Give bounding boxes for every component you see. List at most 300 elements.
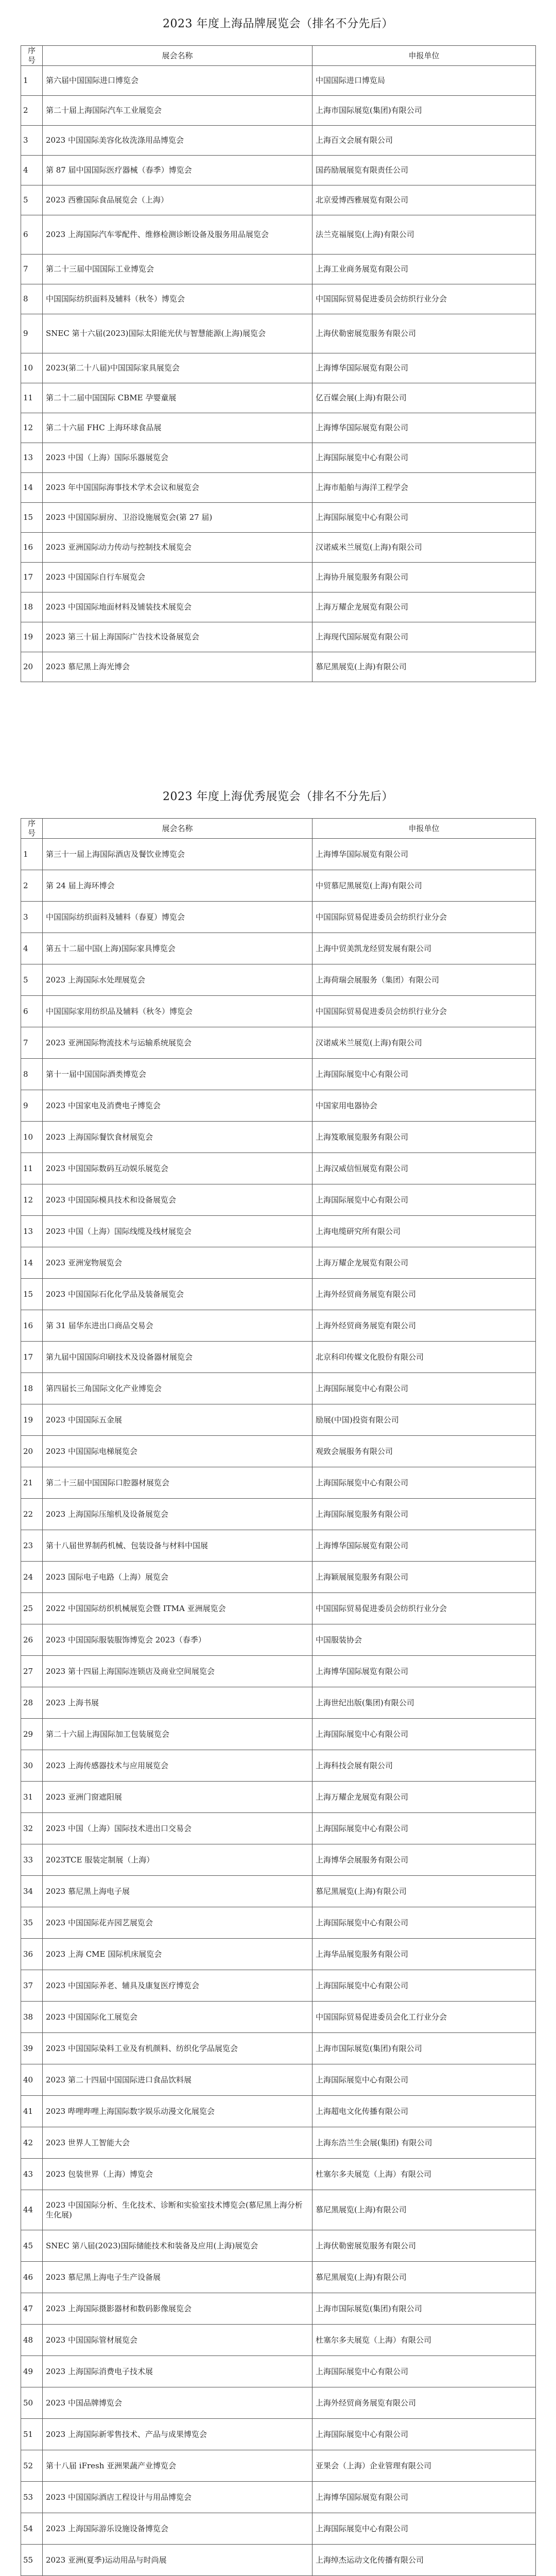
organizer-name: 上海博华国际展览有限公司 [312, 1656, 536, 1687]
brand-exhibitions-section [0, 0, 556, 682]
table-row [21, 996, 536, 1027]
organizer-name: 上海国际展览中心有限公司 [312, 2513, 536, 2545]
table-row [21, 1153, 536, 1184]
exhibition-name: 2023 上海国际新零售技术、产品与成果博览会 [43, 2419, 312, 2450]
table-header-row [21, 46, 536, 66]
organizer-name: 上海协升展览服务有限公司 [312, 563, 536, 592]
table-row [21, 1813, 536, 1844]
table-row [21, 2190, 536, 2230]
organizer-name: 上海外经贸商务展览有限公司 [312, 1279, 536, 1310]
row-number: 14 [21, 1247, 43, 1279]
exhibition-name: 2023 哔哩哔哩上海国际数字娱乐动漫文化展览会 [43, 2096, 312, 2127]
organizer-name: 上海市国际展览(集团)有限公司 [312, 2033, 536, 2064]
row-number: 28 [21, 1687, 43, 1719]
organizer-name: 上海博华国际展览有限公司 [312, 413, 536, 443]
exhibition-name: 2023 中国国际电梯展览会 [43, 1436, 312, 1467]
organizer-name: 国药励展展览有限责任公司 [312, 156, 536, 185]
row-number: 11 [21, 383, 43, 413]
exhibition-name: 第二十六届上海国际加工包装展览会 [43, 1719, 312, 1750]
exhibition-name: 第六届中国国际进口博览会 [43, 66, 312, 96]
row-number: 13 [21, 443, 43, 473]
row-number: 48 [21, 2325, 43, 2356]
organizer-name: 上海国际展览中心有限公司 [312, 1970, 536, 2002]
row-number: 39 [21, 2033, 43, 2064]
exhibition-name: 2023 中国国际石化化学品及装备展览会 [43, 1279, 312, 1310]
exhibition-name: 第五十二届中国(上海)国际家具博览会 [43, 933, 312, 964]
exhibition-name: 2023(第二十八届)中国国际家具展览会 [43, 353, 312, 383]
table-row [21, 1090, 536, 1122]
exhibition-name: 第十八届世界制药机械、包装设备与材料中国展 [43, 1530, 312, 1562]
organizer-name: 上海东浩兰生会展(集团) 有限公司 [312, 2127, 536, 2159]
table-row [21, 2293, 536, 2325]
row-number: 50 [21, 2387, 43, 2419]
exhibition-name: 2023 中国国际染料工业及有机颜料、纺织化学品展览会 [43, 2033, 312, 2064]
organizer-name: 上海博华国际展览有限公司 [312, 2482, 536, 2513]
row-number: 19 [21, 1404, 43, 1436]
exhibition-name: 中国国际家用纺织品及辅料（秋冬）博览会 [43, 996, 312, 1027]
row-number: 4 [21, 156, 43, 185]
row-number: 37 [21, 1970, 43, 2002]
table-row [21, 314, 536, 353]
exhibition-name: 中国国际纺织面料及辅料（秋冬）博览会 [43, 284, 312, 314]
row-number: 43 [21, 2159, 43, 2190]
table-row [21, 1310, 536, 1342]
exhibition-name: 2023 中国（上海）国际线缆及线材展览会 [43, 1216, 312, 1247]
row-number: 40 [21, 2064, 43, 2096]
row-number: 2 [21, 870, 43, 902]
organizer-name: 观致会展服务有限公司 [312, 1436, 536, 1467]
organizer-name: 上海工业商务展览有限公司 [312, 255, 536, 284]
exhibition-name: 2023 中国（上海）国际技术进出口交易会 [43, 1813, 312, 1844]
exhibition-name: 第十八届 iFresh 亚洲果蔬产业博览会 [43, 2450, 312, 2482]
row-number: 42 [21, 2127, 43, 2159]
table-row [21, 1939, 536, 1970]
table-row [21, 1687, 536, 1719]
exhibition-name: 2023 慕尼黑上海光博会 [43, 652, 312, 682]
exhibition-name: 2023 第十四届上海国际连锁店及商业空间展览会 [43, 1656, 312, 1687]
exhibition-name: 2023 中国国际数码互动娱乐展览会 [43, 1153, 312, 1184]
exhibition-name: 2023TCE 服装定制展（上海） [43, 1844, 312, 1876]
organizer-name: 汉诺威米兰展览(上海)有限公司 [312, 533, 536, 563]
organizer-name: 慕尼黑展览(上海)有限公司 [312, 652, 536, 682]
exhibition-name: 2023 亚洲宠物展览会 [43, 1247, 312, 1279]
organizer-name: 上海外经贸商务展览有限公司 [312, 1310, 536, 1342]
exhibition-name: 2023 第二十四届中国国际进口食品饮料展 [43, 2064, 312, 2096]
exhibition-name: 2023 亚洲(夏季)运动用品与时尚展 [43, 2545, 312, 2576]
row-number: 3 [21, 126, 43, 156]
table-row [21, 1970, 536, 2002]
row-number: 3 [21, 902, 43, 933]
row-number: 55 [21, 2545, 43, 2576]
exhibition-name: 2023 上海国际餐饮食材展览会 [43, 1122, 312, 1153]
row-number: 2 [21, 96, 43, 126]
table-row [21, 185, 536, 215]
table-row [21, 2450, 536, 2482]
row-number: 8 [21, 284, 43, 314]
table-row [21, 1907, 536, 1939]
table-row [21, 1467, 536, 1499]
exhibition-name: 第二十二届中国国际 CBME 孕婴童展 [43, 383, 312, 413]
exhibition-name: 2023 亚洲门窗遮阳展 [43, 1782, 312, 1813]
table-row [21, 622, 536, 652]
exhibition-name: 第 31 届华东进出口商品交易会 [43, 1310, 312, 1342]
table-row [21, 2545, 536, 2576]
row-number: 36 [21, 1939, 43, 1970]
row-number: 15 [21, 1279, 43, 1310]
table-row [21, 2033, 536, 2064]
row-number: 38 [21, 2002, 43, 2033]
row-number: 33 [21, 1844, 43, 1876]
exhibition-name: 2023 中国品牌博览会 [43, 2387, 312, 2419]
organizer-name: 中国国际贸易促进委员会化工行业分会 [312, 2002, 536, 2033]
organizer-name: 中贸慕尼黑展览(上海)有限公司 [312, 870, 536, 902]
table-row [21, 1593, 536, 1624]
row-number: 26 [21, 1624, 43, 1656]
table-row [21, 1184, 536, 1216]
table-row [21, 2262, 536, 2293]
table-row [21, 1279, 536, 1310]
organizer-name: 上海世纪出版(集团)有限公司 [312, 1687, 536, 1719]
row-number: 6 [21, 215, 43, 255]
organizer-name: 中国家用电器协会 [312, 1090, 536, 1122]
organizer-name: 上海国际展览中心有限公司 [312, 1813, 536, 1844]
organizer-name: 中国国际贸易促进委员会纺织行业分会 [312, 902, 536, 933]
table-row [21, 933, 536, 964]
row-number: 35 [21, 1907, 43, 1939]
table-row [21, 353, 536, 383]
exhibition-name: 2023 中国国际地面材料及铺装技术展览会 [43, 592, 312, 622]
exhibition-name: 第 87 届中国国际医疗器械（春季）博览会 [43, 156, 312, 185]
organizer-name: 中国国际贸易促进委员会纺织行业分会 [312, 996, 536, 1027]
organizer-name: 上海市船舶与海洋工程学会 [312, 473, 536, 503]
exhibition-name: 第四届长三角国际文化产业博览会 [43, 1373, 312, 1404]
table-row [21, 1122, 536, 1153]
row-number: 53 [21, 2482, 43, 2513]
table-row [21, 2096, 536, 2127]
row-number: 44 [21, 2190, 43, 2230]
organizer-name: 上海国际展览中心有限公司 [312, 1373, 536, 1404]
organizer-name: 上海外经贸商务展览有限公司 [312, 2387, 536, 2419]
exhibition-name: 第 24 届上海环博会 [43, 870, 312, 902]
exhibition-name: 2023 中国（上海）国际乐器展览会 [43, 443, 312, 473]
organizer-name: 上海市国际展览(集团)有限公司 [312, 96, 536, 126]
table-row [21, 870, 536, 902]
row-number: 16 [21, 1310, 43, 1342]
row-number: 23 [21, 1530, 43, 1562]
exhibition-name: 第九届中国国际印刷技术及设备器材展览会 [43, 1342, 312, 1373]
row-number: 13 [21, 1216, 43, 1247]
exhibition-name: 2023 亚洲国际动力传动与控制技术展览会 [43, 533, 312, 563]
exhibition-name: 2023 中国国际自行车展览会 [43, 563, 312, 592]
table-row [21, 284, 536, 314]
table-row [21, 2002, 536, 2033]
organizer-name: 上海笈歌展览服务有限公司 [312, 1122, 536, 1153]
organizer-name: 上海国际展览服务有限公司 [312, 1499, 536, 1530]
table-row [21, 2064, 536, 2096]
organizer-name: 亚果会（上海）企业管理有限公司 [312, 2450, 536, 2482]
exhibition-name: 2023 包装世界（上海）博览会 [43, 2159, 312, 2190]
exhibition-name: 2023 上海国际压缩机及设备展览会 [43, 1499, 312, 1530]
row-number: 22 [21, 1499, 43, 1530]
organizer-name: 上海电缆研究所有限公司 [312, 1216, 536, 1247]
exhibition-name: 2022 中国国际纺织机械展览会暨 ITMA 亚洲展览会 [43, 1593, 312, 1624]
table-row [21, 964, 536, 996]
table-row [21, 66, 536, 96]
table-row [21, 902, 536, 933]
row-number: 12 [21, 1184, 43, 1216]
table-row [21, 383, 536, 413]
brand-exhibitions-table [21, 45, 536, 682]
table-row [21, 1059, 536, 1090]
header-no: 序号 [21, 46, 43, 66]
table-row [21, 126, 536, 156]
row-number: 1 [21, 839, 43, 870]
organizer-name: 法兰克福展览(上海)有限公司 [312, 215, 536, 255]
row-number: 21 [21, 1467, 43, 1499]
organizer-name: 中国国际贸易促进委员会纺织行业分会 [312, 284, 536, 314]
exhibition-name: 2023 西雅国际食品展览会（上海） [43, 185, 312, 215]
table-row [21, 2419, 536, 2450]
row-number: 5 [21, 964, 43, 996]
row-number: 4 [21, 933, 43, 964]
row-number: 9 [21, 1090, 43, 1122]
row-number: 25 [21, 1593, 43, 1624]
table-row [21, 1530, 536, 1562]
organizer-name: 上海国际展览中心有限公司 [312, 1059, 536, 1090]
organizer-name: 上海荷瑞会展服务（集团）有限公司 [312, 964, 536, 996]
table-row [21, 1342, 536, 1373]
row-number: 27 [21, 1656, 43, 1687]
excellent-exhibitions-section [0, 773, 556, 2576]
organizer-name: 中国国际贸易促进委员会纺织行业分会 [312, 1593, 536, 1624]
table-row [21, 1719, 536, 1750]
row-number: 52 [21, 2450, 43, 2482]
row-number: 18 [21, 592, 43, 622]
row-number: 17 [21, 1342, 43, 1373]
table-row [21, 156, 536, 185]
organizer-name: 上海国际展览中心有限公司 [312, 2356, 536, 2387]
exhibition-name: 2023 上海 CME 国际机床展览会 [43, 1939, 312, 1970]
exhibition-name: 2023 上海国际摄影器材和数码影像展览会 [43, 2293, 312, 2325]
organizer-name: 亿百媒会展(上海)有限公司 [312, 383, 536, 413]
exhibition-name: 2023 中国国际分析、生化技术、诊断和实验室技术博览会(慕尼黑上海分析生化展) [43, 2190, 312, 2230]
table-row [21, 1373, 536, 1404]
table-row [21, 2159, 536, 2190]
organizer-name: 上海博华会展服务有限公司 [312, 1844, 536, 1876]
organizer-name: 励展(中国)投资有限公司 [312, 1404, 536, 1436]
organizer-name: 上海国际展览中心有限公司 [312, 1907, 536, 1939]
organizer-name: 上海博华国际展览有限公司 [312, 353, 536, 383]
exhibition-name: 2023 上海传感器技术与应用展览会 [43, 1750, 312, 1782]
organizer-name: 上海绰杰运动文化传播有限公司 [312, 2545, 536, 2576]
organizer-name: 上海中贸美凯龙经贸发展有限公司 [312, 933, 536, 964]
row-number: 12 [21, 413, 43, 443]
table-body [21, 66, 536, 682]
organizer-name: 上海万耀企龙展览有限公司 [312, 1782, 536, 1813]
row-number: 29 [21, 1719, 43, 1750]
row-number: 1 [21, 66, 43, 96]
table-row [21, 2356, 536, 2387]
table-row [21, 2325, 536, 2356]
exhibition-name: 2023 慕尼黑上海电子展 [43, 1876, 312, 1907]
organizer-name: 中国国际进口博览局 [312, 66, 536, 96]
table-row [21, 1844, 536, 1876]
exhibition-name: 2023 中国国际化工展览会 [43, 2002, 312, 2033]
exhibition-name: 2023 第三十届上海国际广告技术设备展览会 [43, 622, 312, 652]
organizer-name: 汉诺威米兰展览(上海)有限公司 [312, 1027, 536, 1059]
header-org: 申报单位 [312, 46, 536, 66]
row-number: 11 [21, 1153, 43, 1184]
row-number: 16 [21, 533, 43, 563]
organizer-name: 上海科技会展有限公司 [312, 1750, 536, 1782]
exhibition-name: 第十一届中国国际酒类博览会 [43, 1059, 312, 1090]
row-number: 51 [21, 2419, 43, 2450]
organizer-name: 上海国际展览中心有限公司 [312, 2419, 536, 2450]
row-number: 7 [21, 255, 43, 284]
exhibition-name: 2023 上海国际消费电子技术展 [43, 2356, 312, 2387]
exhibition-name: 第三十一届上海国际酒店及餐饮业博览会 [43, 839, 312, 870]
table-row [21, 2230, 536, 2262]
exhibition-name: 2023 年中国国际海事技术学术会议和展览会 [43, 473, 312, 503]
exhibition-name: 2023 上海国际水处理展览会 [43, 964, 312, 996]
row-number: 6 [21, 996, 43, 1027]
exhibition-name: 2023 中国国际厨房、卫浴设施展览会(第 27 届) [43, 503, 312, 533]
organizer-name: 上海超电文化传播有限公司 [312, 2096, 536, 2127]
table-row [21, 1216, 536, 1247]
organizer-name: 上海国际展览中心有限公司 [312, 1467, 536, 1499]
row-number: 45 [21, 2230, 43, 2262]
organizer-name: 中国服装协会 [312, 1624, 536, 1656]
row-number: 20 [21, 652, 43, 682]
table-row [21, 413, 536, 443]
organizer-name: 上海颖展展览服务有限公司 [312, 1562, 536, 1593]
table-row [21, 2482, 536, 2513]
exhibition-name: 2023 中国国际五金展 [43, 1404, 312, 1436]
table-body [21, 839, 536, 2576]
table-row [21, 96, 536, 126]
table-row [21, 1436, 536, 1467]
organizer-name: 上海国际展览中心有限公司 [312, 443, 536, 473]
exhibition-name: 2023 慕尼黑上海电子生产设备展 [43, 2262, 312, 2293]
table-row [21, 255, 536, 284]
organizer-name: 上海现代国际展览有限公司 [312, 622, 536, 652]
exhibition-name: 2023 中国国际管材展览会 [43, 2325, 312, 2356]
table-row [21, 2127, 536, 2159]
organizer-name: 上海伏勒密展览服务有限公司 [312, 2230, 536, 2262]
header-org: 申报单位 [312, 819, 536, 839]
exhibition-name: 2023 上海书展 [43, 1687, 312, 1719]
table-row [21, 2513, 536, 2545]
table-row [21, 563, 536, 592]
table-row [21, 1404, 536, 1436]
organizer-name: 上海国际展览中心有限公司 [312, 503, 536, 533]
organizer-name: 慕尼黑展览(上海)有限公司 [312, 1876, 536, 1907]
organizer-name: 杜塞尔多夫展览（上海）有限公司 [312, 2325, 536, 2356]
row-number: 14 [21, 473, 43, 503]
row-number: 47 [21, 2293, 43, 2325]
section-title: 2023 年度上海优秀展览会（排名不分先后） [163, 790, 393, 803]
row-number: 46 [21, 2262, 43, 2293]
exhibition-name: 2023 中国国际服装服饰博览会 2023（春季） [43, 1624, 312, 1656]
table-row [21, 503, 536, 533]
exhibition-name: 2023 中国国际花卉园艺展览会 [43, 1907, 312, 1939]
organizer-name: 上海万耀企龙展览有限公司 [312, 1247, 536, 1279]
table-row [21, 1876, 536, 1907]
organizer-name: 慕尼黑展览(上海)有限公司 [312, 2190, 536, 2230]
row-number: 49 [21, 2356, 43, 2387]
row-number: 31 [21, 1782, 43, 1813]
organizer-name: 上海国际展览中心有限公司 [312, 1184, 536, 1216]
organizer-name: 上海市国际展览(集团)有限公司 [312, 2293, 536, 2325]
exhibition-name: 第二十届上海国际汽车工业展览会 [43, 96, 312, 126]
table-row [21, 2387, 536, 2419]
organizer-name: 上海国际展览中心有限公司 [312, 1719, 536, 1750]
organizer-name: 上海万耀企龙展览有限公司 [312, 592, 536, 622]
row-number: 10 [21, 1122, 43, 1153]
row-number: 20 [21, 1436, 43, 1467]
exhibition-name: 2023 上海国际游乐设施设备博览会 [43, 2513, 312, 2545]
table-header-row [21, 819, 536, 839]
organizer-name: 北京科印传媒文化股份有限公司 [312, 1342, 536, 1373]
exhibition-name: SNEC 第八届(2023)国际储能技术和装备及应用(上海)展览会 [43, 2230, 312, 2262]
table-row [21, 1624, 536, 1656]
header-no: 序号 [21, 819, 43, 839]
organizer-name: 上海伏勒密展览服务有限公司 [312, 314, 536, 353]
table-row [21, 533, 536, 563]
organizer-name: 北京爱博西雅展览有限公司 [312, 185, 536, 215]
organizer-name: 上海百文会展有限公司 [312, 126, 536, 156]
excellent-exhibitions-table [21, 818, 536, 2576]
exhibition-name: 第二十三届中国国际口腔器材展览会 [43, 1467, 312, 1499]
row-number: 15 [21, 503, 43, 533]
exhibition-name: 2023 中国国际美容化妆洗涤用品博览会 [43, 126, 312, 156]
table-row [21, 1027, 536, 1059]
exhibition-name: 2023 中国家电及消费电子博览会 [43, 1090, 312, 1122]
exhibition-name: 2023 亚洲国际物流技术与运输系统展览会 [43, 1027, 312, 1059]
exhibition-name: SNEC 第十六届(2023)国际太阳能光伏与智慧能源(上海)展览会 [43, 314, 312, 353]
exhibition-name: 2023 中国国际模具技术和设备展览会 [43, 1184, 312, 1216]
exhibition-name: 第二十三届中国国际工业博览会 [43, 255, 312, 284]
exhibition-name: 2023 世界人工智能大会 [43, 2127, 312, 2159]
row-number: 54 [21, 2513, 43, 2545]
table-row [21, 473, 536, 503]
table-row [21, 1499, 536, 1530]
exhibition-name: 2023 中国国际酒店工程设计与用品博览会 [43, 2482, 312, 2513]
row-number: 19 [21, 622, 43, 652]
row-number: 34 [21, 1876, 43, 1907]
table-row [21, 1562, 536, 1593]
row-number: 30 [21, 1750, 43, 1782]
row-number: 32 [21, 1813, 43, 1844]
table-row [21, 443, 536, 473]
table-row [21, 652, 536, 682]
table-row [21, 1656, 536, 1687]
row-number: 8 [21, 1059, 43, 1090]
organizer-name: 上海华品展览服务有限公司 [312, 1939, 536, 1970]
row-number: 9 [21, 314, 43, 353]
row-number: 7 [21, 1027, 43, 1059]
exhibition-name: 2023 上海国际汽车零配件、维修检测诊断设备及服务用品展览会 [43, 215, 312, 255]
row-number: 41 [21, 2096, 43, 2127]
row-number: 5 [21, 185, 43, 215]
organizer-name: 上海博华国际展览有限公司 [312, 839, 536, 870]
organizer-name: 上海汉威信恒展览有限公司 [312, 1153, 536, 1184]
header-name: 展会名称 [43, 819, 312, 839]
section-title: 2023 年度上海品牌展览会（排名不分先后） [163, 17, 393, 30]
exhibition-name: 第二十六届 FHC 上海环球食品展 [43, 413, 312, 443]
table-row [21, 1782, 536, 1813]
organizer-name: 上海国际展览中心有限公司 [312, 2064, 536, 2096]
